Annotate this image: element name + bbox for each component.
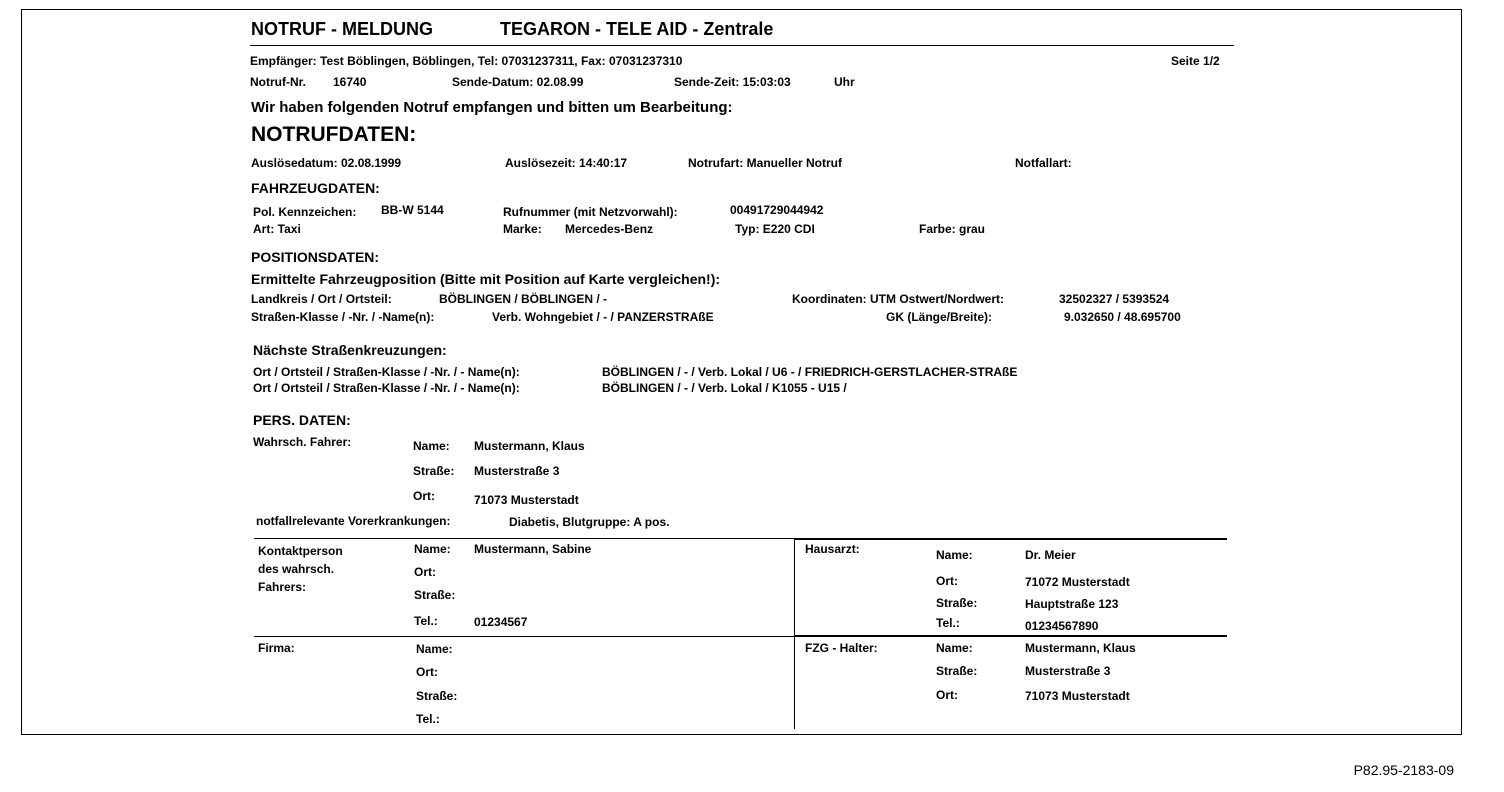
fahrer-strasse-label: Straße: (413, 464, 455, 478)
table-rule-top-right (795, 538, 1227, 540)
kontakt-label-2: des wahrsch. (258, 562, 335, 576)
fahrer-name-label: Name: (413, 439, 450, 453)
kontakt-strasse-label: Straße: (414, 588, 456, 602)
notfallart: Notfallart: (1015, 156, 1072, 170)
header-rule (250, 45, 1234, 46)
hausarzt-ort: 71072 Musterstadt (1025, 575, 1130, 589)
table-rule-mid-right (795, 635, 1227, 637)
recipient: Empfänger: Test Böblingen, Böblingen, Tel: 07031237311, Fax: 07031237310 (250, 54, 683, 68)
marke: Mercedes-Benz (565, 222, 654, 236)
notruf-nr-label: Notruf-Nr. (250, 75, 306, 89)
kontakt-tel-label: Tel.: (414, 614, 438, 628)
hausarzt-name: Dr. Meier (1025, 548, 1076, 562)
kreuzung-1: BÖBLINGEN / - / Verb. Lokal / U6 - / FRIEDRICH-GERSTLACHER-STRAßE (602, 365, 1018, 379)
fahrzeug-typ: Typ: E220 CDI (735, 222, 815, 236)
firma-tel-label: Tel.: (416, 712, 440, 726)
figure-reference: P82.95-2183-09 (1353, 762, 1454, 778)
firma-label: Firma: (258, 641, 295, 655)
vorerkrankungen: Diabetis, Blutgruppe: A pos. (509, 515, 670, 529)
fahrer-ort-label: Ort: (413, 489, 435, 503)
fahrer-ort: 71073 Musterstadt (474, 493, 579, 507)
strasse-klasse: Verb. Wohngebiet / - / PANZERSTRAßE (492, 310, 714, 324)
notrufdaten-heading: NOTRUFDATEN: (251, 123, 417, 146)
notruf-nr: 16740 (333, 75, 367, 89)
gk: 9.032650 / 48.695700 (1064, 310, 1181, 324)
firma-name-label: Name: (416, 642, 453, 656)
koordinaten-label: Koordinaten: UTM Ostwert/Nordwert: (792, 292, 1004, 306)
halter-ort-label: Ort: (936, 688, 958, 702)
halter-strasse-label: Straße: (936, 664, 978, 678)
kontakt-label-3: Fahrers: (258, 580, 307, 594)
marke-label: Marke: (503, 222, 542, 236)
fahrzeugdaten-heading: FAHRZEUGDATEN: (251, 180, 380, 196)
halter-name: Mustermann, Klaus (1025, 641, 1136, 655)
fahrzeug-art: Art: Taxi (253, 222, 301, 236)
persdaten-heading: PERS. DATEN: (253, 412, 351, 428)
kreuzung-2-label: Ort / Ortsteil / Straßen-Klasse / -Nr. / - Name(n): (253, 381, 520, 395)
kreuzung-2: BÖBLINGEN / - / Verb. Lokal / K1055 - U15 / (602, 381, 847, 395)
table-rule-mid-left (254, 636, 794, 637)
kontakt-ort-label: Ort: (414, 565, 436, 579)
hausarzt-label: Hausarzt: (805, 542, 860, 556)
doc-title: NOTRUF - MELDUNG (251, 19, 433, 39)
rufnummer-label: Rufnummer (mit Netzvorwahl): (503, 205, 678, 219)
fahrer-label: Wahrsch. Fahrer: (253, 435, 352, 449)
ausloesedatum: Auslösedatum: 02.08.1999 (251, 156, 402, 170)
hausarzt-tel: 01234567890 (1025, 619, 1099, 633)
kreuzung-1-label: Ort / Ortsteil / Straßen-Klasse / -Nr. / - Name(n): (253, 365, 520, 379)
intro-text: Wir haben folgenden Notruf empfangen und bitten um Bearbeitung: (251, 99, 733, 116)
firma-strasse-label: Straße: (416, 689, 458, 703)
kontakt-name-label: Name: (414, 542, 451, 556)
halter-strasse: Musterstraße 3 (1025, 664, 1111, 678)
halter-ort: 71073 Musterstadt (1025, 689, 1130, 703)
kontakt-name: Mustermann, Sabine (474, 542, 592, 556)
gk-label: GK (Länge/Breite): (886, 310, 993, 324)
hausarzt-ort-label: Ort: (936, 574, 958, 588)
hausarzt-strasse-label: Straße: (936, 596, 978, 610)
vorerkrankungen-label: notfallrelevante Vorerkrankungen: (256, 514, 451, 528)
position-subheading: Ermittelte Fahrzeugposition (Bitte mit Position auf Karte vergleichen!): (251, 271, 721, 287)
sende-zeit: Sende-Zeit: 15:03:03 (674, 75, 791, 89)
sende-zeit-unit: Uhr (834, 75, 855, 89)
rufnummer: 00491729044942 (730, 203, 824, 217)
strasse-klasse-label: Straßen-Klasse / -Nr. / -Name(n): (251, 310, 435, 324)
kennzeichen-label: Pol. Kennzeichen: (253, 205, 357, 219)
kontakt-tel: 01234567 (474, 615, 528, 629)
table-divider (794, 539, 795, 729)
hausarzt-strasse: Hauptstraße 123 (1025, 597, 1119, 611)
halter-name-label: Name: (936, 641, 973, 655)
kontakt-label-1: Kontaktperson (258, 544, 343, 558)
firma-ort-label: Ort: (416, 665, 438, 679)
landkreis: BÖBLINGEN / BÖBLINGEN / - (439, 292, 607, 306)
kreuzungen-heading: Nächste Straßenkreuzungen: (253, 342, 447, 358)
landkreis-label: Landkreis / Ort / Ortsteil: (251, 292, 392, 306)
sende-datum: Sende-Datum: 02.08.99 (452, 75, 584, 89)
koordinaten: 32502327 / 5393524 (1059, 292, 1170, 306)
halter-label: FZG - Halter: (805, 641, 878, 655)
fahrer-strasse: Musterstraße 3 (474, 464, 560, 478)
hausarzt-tel-label: Tel.: (936, 616, 960, 630)
fahrzeug-farbe: Farbe: grau (919, 222, 986, 236)
hausarzt-name-label: Name: (936, 548, 973, 562)
doc-center-title: TEGARON - TELE AID - Zentrale (500, 19, 774, 39)
page-number: Seite 1/2 (1171, 54, 1220, 68)
notrufart: Notrufart: Manueller Notruf (688, 156, 842, 170)
positionsdaten-heading: POSITIONSDATEN: (251, 249, 380, 265)
kennzeichen: BB-W 5144 (381, 203, 444, 217)
fahrer-name: Mustermann, Klaus (474, 439, 585, 453)
ausloesezeit: Auslösezeit: 14:40:17 (505, 156, 628, 170)
